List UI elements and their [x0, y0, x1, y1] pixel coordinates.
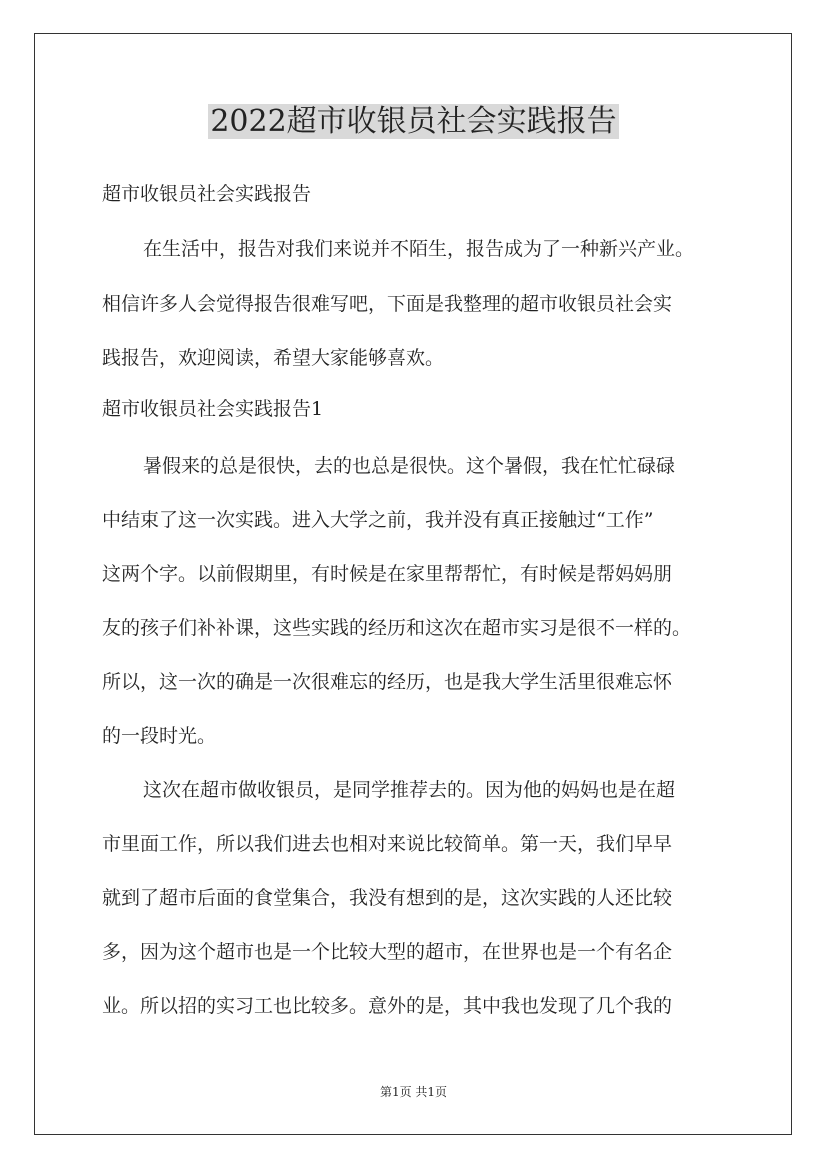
- para1-line-3: 这两个字。以前假期里，有时候是在家里帮帮忙，有时候是帮妈妈朋: [102, 563, 673, 585]
- document-title-text: 2022超市收银员社会实践报告: [210, 104, 617, 139]
- para2-line-5: 业。所以招的实习工也比较多。意外的是，其中我也发现了几个我的: [102, 995, 673, 1017]
- section-heading: 超市收银员社会实践报告1: [102, 398, 324, 420]
- intro-line-3: 践报告，欢迎阅读，希望大家能够喜欢。: [102, 347, 445, 369]
- para1-line-6: 的一段时光。: [102, 725, 217, 747]
- intro-line-2: 相信许多人会觉得报告很难写吧，下面是我整理的超市收银员社会实: [102, 293, 673, 315]
- page-footer: 第1页 共1页: [379, 1085, 448, 1099]
- para1-line-2: 中结束了这一次实践。进入大学之前，我并没有真正接触过“工作”: [102, 509, 654, 531]
- para2-line-2: 市里面工作，所以我们进去也相对来说比较简单。第一天，我们早早: [102, 833, 673, 855]
- document-subtitle: 超市收银员社会实践报告: [102, 183, 312, 205]
- intro-line-1: 在生活中，报告对我们来说并不陌生，报告成为了一种新兴产业。: [143, 238, 695, 260]
- para1-line-4: 友的孩子们补补课，这些实践的经历和这次在超市实习是很不一样的。: [102, 617, 692, 639]
- para2-line-1: 这次在超市做收银员，是同学推荐去的。因为他的妈妈也是在超: [143, 779, 676, 801]
- para2-line-3: 就到了超市后面的食堂集合，我没有想到的是，这次实践的人还比较: [102, 887, 673, 909]
- para2-line-4: 多，因为这个超市也是一个比较大型的超市，在世界也是一个有名企: [102, 941, 673, 963]
- para1-line-5: 所以，这一次的确是一次很难忘的经历，也是我大学生活里很难忘怀: [102, 671, 673, 693]
- para1-line-1: 暑假来的总是很快，去的也总是很快。这个暑假，我在忙忙碌碌: [143, 455, 676, 477]
- document-title: [0, 100, 827, 144]
